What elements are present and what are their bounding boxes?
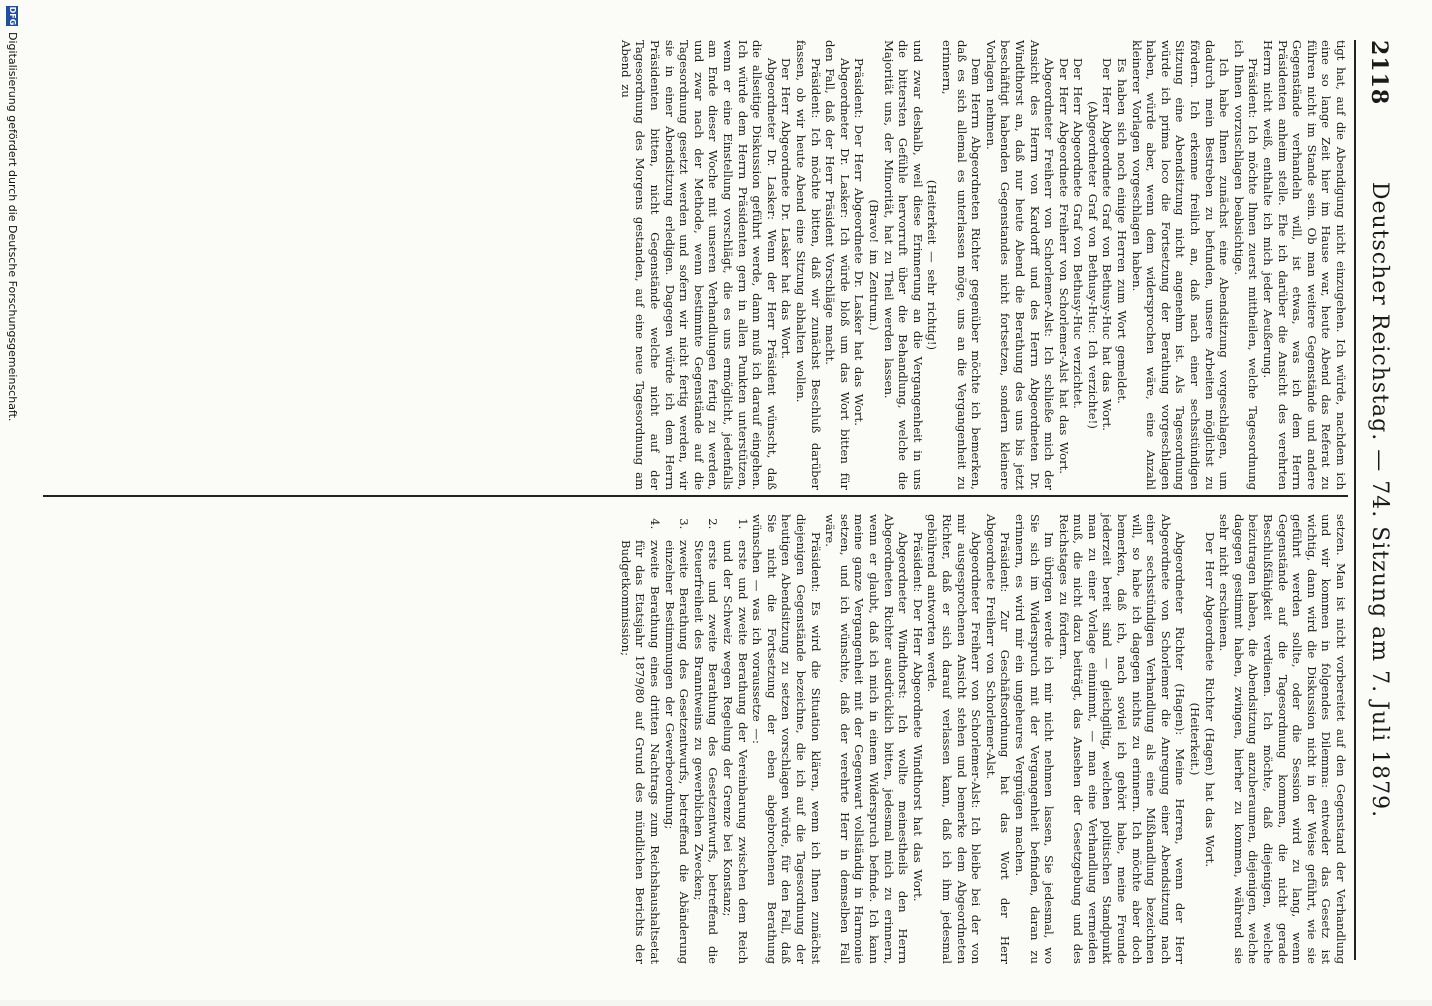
paragraph: (Heiterkeit — sehr richtig!) xyxy=(925,179,940,351)
page-number: 2118 xyxy=(1366,40,1392,106)
paragraph: Der Herr Abgeordnete Freiherr von Schorlemer-Alst hat das Wort. xyxy=(1056,58,1071,474)
list-item: 3. zweite Berathung des Gesetzentwurfs, betreffend die Abänderung einzelner Bestimmungen der Gewerbeordnung; xyxy=(662,536,691,964)
footer-text: Digitalisierung gefördert durch die Deutsche Forschungsgemeinschaft. xyxy=(6,32,19,422)
paragraph: Es haben sich noch einige Herren zum Wort gemeldet. xyxy=(1115,58,1130,404)
list-item: 2. erste und zweite Berathung des Gesetzentwurfs, betreffend die Steuerfreiheit des Branntweins zu gewerblichen Zwecken; xyxy=(691,536,720,964)
paragraph: Abgeordneter Richter (Hagen): Meine Herren, wenn der Herr Abgeordnete von Schorlemer die Anregung einer Abendsitzung nach einer sechsstündigen Verhandlung als eine Mißhandlung bezeichnen will, so habe ich dagegen nichts zu erinnern. Ich möchte aber doch bemerken, daß ich, nach soviel ich gehört habe, meine Freunde jederzeit bereit sind — gleichgiltig, welchen politischen Standpunkt man zu einer Vorlage einnimmt, — man eine Verhandlung vermeiden muß, die nicht dazu beiträgt, das Ansehen der Gesetzgebung und des Reichstages zu fördern. xyxy=(1056,514,1188,964)
paragraph: Der Herr Abgeordnete Dr. Lasker hat das Wort. xyxy=(779,58,794,359)
paragraph: Abgeordneter Dr. Lasker: Wenn der Herr Präsident wünscht, daß die allseitige Diskussion geführt werde, dann muß ich darauf eingehen. Ich würde dem Herrn Präsidenten gern in allen Punkten unterstützen, wenn er eine Einstellung vorschlägt, die es uns ermöglicht, jedenfalls am Ende dieser Woche mit unseren Verhandlungen fertig zu werden, und zwar nach der Methode, wenn bestimmte Gegenstände auf die Tagesordnung gesetzt werden und sofern wir nicht fertig werden, wir sie in einer Abendsitzung erledigen. Dagegen würde ich dem Herrn Präsidenten bitten, nicht Gegenstände welche nicht auf der Tagesordnung des Morgens gestanden, auf eine neue Tagesordnung am Abend zu xyxy=(618,40,779,490)
running-title: Deutscher Reichstag. — 74. Sitzung am 7. Juli 1879. xyxy=(1367,181,1392,819)
paragraph: Der Herr Abgeordnete Graf von Bethusy-Huc verzichtet. xyxy=(1071,58,1086,409)
paragraph: Präsident: Ich möchte Ihnen zuerst mittheilen, welche Tagesordnung ich Ihnen vorzuschlagen beabsichtige. xyxy=(1231,40,1261,490)
paragraph: Abgeordneter Windthorst: Ich wollte meinestheils den Herrn Abgeordneten Richter ausdrücklich bitten, jedesmal mich zu erinnern, wenn er glaubt, daß ich mich in einem Widerspruch befinde. Ich kann meine ganze Vergangenheit mit der Gegenwart vollständig in Harmonie setzen, und ich wünschte, daß der verehrte Herr in demselben Fall wäre. xyxy=(823,514,911,964)
paragraph: Präsident: Zur Geschäftsordnung hat das Wort der Herr Abgeordnete Freiherr von Schorlemer-Alst. xyxy=(983,514,1013,964)
paragraph: (Bravo! im Zentrum.) xyxy=(867,199,881,331)
dfg-logo: DFG xyxy=(8,6,18,26)
paragraph: Ich habe Ihnen zunächst eine Abendsitzung vorgeschlagen, um dadurch mein Bestreben zu befunden, unsere Arbeiten möglichst zu fördern. Ich erkenne freilich an, daß nach einer sechsstündigen Sitzung eine Abendsitzung nicht angenehm ist. Als Tagesordnung würde ich prima loco die Fortsetzung der Berathung vorgeschlagen haben, würde aber, wenn dem widersprochen wäre, eine Anzahl kleinerer Vorlagen vorgeschlagen haben. xyxy=(1129,40,1232,490)
list-item: 1. erste und zweite Berathung der Vereinbarung zwischen dem Reich und der Schweiz wegen Regelung der Grenze bei Konstanz; xyxy=(720,536,749,964)
paragraph: tigt hat, auf die Abendigung nicht einzugehen. Ich würde, nachdem ich eine so lange Zeit hier im Hause war, heute Abend das Referat zu führen nicht im Stande sein. Ob man weitere Gegenstände und andere Gegenstände verhandeln will, ist etwas, was ich dem Herrn Präsidenten anheim stelle. Ehe ich darüber die Ansicht des verehrten Herrn nicht weiß, enthalte ich mich jeder Aeußerung. xyxy=(1261,40,1348,490)
paragraph: Der Herr Abgeordnete Richter (Hagen) hat das Wort. xyxy=(1202,532,1217,868)
page-footer xyxy=(6,0,19,1006)
paragraph: Dem Herrn Abgeordneten Richter gegenüber möchte ich bemerken, daß es sich allemal es unterlassen möge, uns an die Vergangenheit zu erinnern, xyxy=(939,40,984,490)
paragraph: Präsident: Ich möchte bitten, daß wir zunächst Beschluß darüber fassen, ob wir heute Abend eine Sitzung abhalten wollen. xyxy=(794,40,823,490)
column-divider xyxy=(43,495,1348,497)
left-column xyxy=(618,40,1348,490)
paragraph: Abgeordneter Freiherr von Schorlemer-Alst: Ich schließe mich der Ansicht des Herrn von Kardorff und des Herrn Abgeordneten Dr. Windthorst an, daß nur heute Abend die Berathung des uns bis jetzt beschäftigt habenden Gegenstandes nicht fortsetzen, sondern kleinere Vorlagen nehmen. xyxy=(983,40,1057,490)
paragraph: Präsident: Der Herr Abgeordnete Dr. Lasker hat das Wort. xyxy=(852,58,867,426)
paragraph: setzen. Man ist nicht vorbereitet auf den Gegenstand der Verhandlung und wir kommen in folgendes Dilemma: entweder das Gesetz ist wichtig, dann wird die Diskussion nicht in der Weise geführt, wie sie geführt werden sollte, oder die Session wird zu lang, wenn Gegenstände auf die Tagesordnung kommen, die nicht gerade Beschlußfähigkeit verdienen. Ich möchte, daß diejenigen, welche beizutragen haben, die Abendsitzung anzuberaumen, diejenigen, welche dagegen gestimmt haben, zwingen, hierher zu kommen, während sie sehr nicht erschienen. xyxy=(1217,514,1348,964)
paragraph: Präsident: Es wird die Situation klären, wenn ich Ihnen zunächst diejenigen Gegenstände bezeichne, die ich auf die Tagesordnung der heutigen Abendsitzung zu setzen vorschlagen würde, für den Fall, daß Sie nicht die Fortsetzung der eben abgebrochenen Berathung wünschen — was ich voraussetze —: xyxy=(750,514,823,964)
paragraph: Präsident: Der Herr Abgeordnete Windthorst hat das Wort. xyxy=(910,532,925,902)
paragraph: Der Herr Abgeordnete Graf von Bethusy-Huc hat das Wort. xyxy=(1100,58,1115,431)
header-rule xyxy=(1354,40,1356,960)
paragraph: und zwar deshalb, weil diese Erinnerung an die Vergangenheit in uns die bittersten Gefühle hervorruft über die Behandlung, welche die Majorität uns, der Minorität, hat zu Theil werden lassen. xyxy=(881,40,925,490)
page-header xyxy=(1360,40,1400,960)
paragraph: Im übrigen werde ich mir nicht nehmen lassen, Sie jedesmal, wo Sie sich im Widerspruch mit der Vergangenheit befinden, daran zu erinnern, es wird mir ein ungeheures Vergnügen machen. xyxy=(1012,514,1057,964)
paragraph: Abgeordneter Dr. Lasker: Ich würde bloß um das Wort bitten für den Fall, daß der Herr Präsident Vorschläge macht. xyxy=(823,40,852,490)
paragraph: (Abgeordneter Graf von Bethusy-Huc: Ich verzichte!) xyxy=(1085,101,1100,429)
list-item: 4. zweite Berathung eines dritten Nachtrags zum Reichshaushaltsetat für das Etatsjahr 1879/80 auf Grund des mündlichen Berichts der Budgetkommission; xyxy=(618,536,662,964)
right-column xyxy=(618,514,1348,964)
agenda-list xyxy=(618,536,749,964)
paragraph: Abgeordneter Freiherr von Schorlemer-Alst: Ich bleibe bei der von mir ausgesprochenen Ansicht stehen und bemerke dem Abgeordneten Richter, daß er sich darauf verlassen kann, daß ich ihm jedesmal gebührend antworten werde. xyxy=(925,514,984,964)
paragraph: (Heiterkeit.) xyxy=(1188,702,1203,776)
